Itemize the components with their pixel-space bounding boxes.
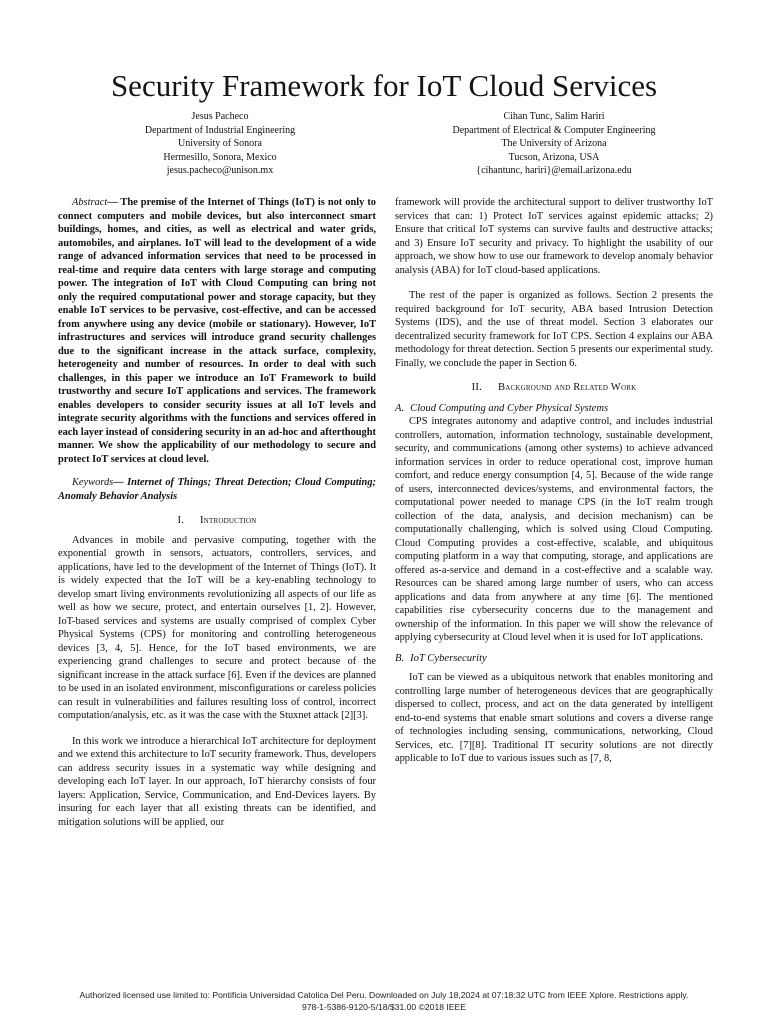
author-block-1 [60,110,380,178]
author-email: jesus.pacheco@unison.mx [166,165,274,177]
author-department: Department of Electrical & Computer Engineering [452,124,656,136]
intro-paragraph-1: Advances in mobile and pervasive computing, together with the exponential growth in sensors, actuators, controllers, services, and applications, have led to the development of the Internet of Things (IoT). It is widely expected that the IoT will be a key-enabling technology to develop smart living environments revolutionizing all aspects of our life as well as how we secure, protect, and entertain ourselves [1, 2]. However, IoT-based services and systems are usually comprised of complex Cyber Physical Systems (CPS) for monitoring and controlling heterogeneous devices [3, 4, 5]. Hence, for the IoT based environments, we are experiencing grand challenges to secure and protect because of the significant increase in the attack surface [6]. Even if the devices are planned to be used in an isolated environment, misconfigurations or careless policies can result in vulnerabilities and failures resulting loss of control, incorrect computation/analysis, etc. as it was the case with the Stuxnet attack [2][3]. [58,534,376,721]
author-name: Cihan Tunc, Salim Hariri [503,111,605,122]
right-column [395,196,713,766]
author-name: Jesus Pacheco [191,111,249,122]
author-department: Department of Industrial Engineering [144,124,296,136]
author-location: Hermesillo, Sonora, Mexico [163,151,277,163]
subsection-number: B. [395,652,405,664]
keywords-text: — Internet of Things; Threat Detection; Cloud Computing; Anomaly Behavior Analysis [58,477,376,502]
intro-paragraph-2-continued: framework will provide the architectural support to deliver trustworthy IoT services that can: 1) Protect IoT services against epidemic attacks; 2) Ensure that critical IoT systems can survive faults and destructive attacks; and 3) Ensure IoT security and privacy. To highlight the usability of our approach, we show how to use our framework to develop anomaly behavior analysis (ABA) for IoT cloud-based applications. [395,197,713,276]
intro-paragraph-2: In this work we introduce a hierarchical IoT architecture for deployment and we extend this architecture to IoT security framework. Thus, developers can address security issues in a systematic way while designing and developing each IoT layer. In our approach, IoT hierarchy consists of four layers: Application, Service, Communication, and End-Devices layers. By insuring for each layer that all existing threats can be identified, and mitigation solutions will be applied, our [58,735,376,828]
left-column [58,196,376,829]
cps-paragraph: CPS integrates autonomy and adaptive control, and includes industrial controllers, automation, information technology, sustainable development, security, and communications (among other systems) to achieve advanced information services in order to reduce operational cost, improve human comfort, and reduce energy consumption [4, 5]. Because of the wide range of users, interconnected devices/systems, and environmental factors, the computational power needed to manage CPS (in the IoT realm trough collection of the data, analysis, and decision mechanism) can be computationally challenging, which is solved using Cloud Computing. Cloud Computing provides a cost-effective, scalable, and ubiquitous computing platform in a way that computing, storage, and applications are offered as-a-service and demand in a cost-effective and a scalable way. Resources can be shared among large number of users, who can access applications and data from anywhere at any time [6]. The mentioned capabilities rise cybersecurity concerns due to the management and ownership of the information. In this paper we will show the relevance of applying cybersecurity at Cloud level when it is used for IoT applications. [395,416,713,643]
paper-title: Security Framework for IoT Cloud Services [110,68,658,103]
subsection-heading-cloud-cps [395,402,713,416]
section-number: I. [177,515,185,526]
intro-paragraph-3: The rest of the paper is organized as follows. Section 2 presents the required background for IoT security, ABA based Intrusion Detection Systems (IDS), and the use of threat model. Section 3 elaborates our decentralized security framework for IoT CPS. Section 4 explains our ABA methodology for threat detection. Section 5 presents our experimental study. Finally, we conclude the paper in Section 6. [395,290,713,369]
subsection-heading-iot-cybersecurity [395,652,713,666]
copyright-footer: 978-1-5386-9120-5/18/$31.00 ©2018 IEEE [301,1002,466,1012]
keywords [58,476,376,503]
author-location: Tucson, Arizona, USA [508,151,600,163]
subsection-title: IoT Cybersecurity [410,652,487,664]
abstract [58,196,376,466]
abstract-text: — The premise of the Internet of Things (IoT) is not only to connect computers and mobile devices, but also interconnect smart buildings, homes, and cities, as well as electrical and water grids, automobiles, and airplanes. IoT will lead to the development of a wide range of advanced information services that need to be processed in real-time and require data centers with large storage and computing power. The integration of IoT with Cloud Computing can bring not only the required computational power and storage capacity, but they enable IoT services to be pervasive, cost-effective, and can be accessed from anywhere using any device (mobile or stationary). However, IoT infrastructures and services will introduce grand security challenges due to the significant increase in the attack surface, complexity, heterogeneity and number of resources. In order to deal with such challenges, in this paper we introduce an IoT Framework to build trustworthy and secure IoT applications and services. The framework enables developers to consider security issues at all IoT levels and integrate security algorithms with the functions and services offered in each layer instead of considering security in an ad-hoc and afterthought manner. We show the applicability of our methodology to secure and protect IoT services at cloud level. [58,197,376,465]
abstract-label: Abstract [72,197,108,208]
subsection-number: A. [395,402,405,414]
section-title: Background and Related Work [497,382,637,393]
section-heading-introduction [58,514,376,528]
author-university: The University of Arizona [501,138,607,150]
author-university: University of Sonora [178,138,262,150]
author-email: {cihantunc, hariri}@email.arizona.edu [476,165,632,177]
subsection-title: Cloud Computing and Cyber Physical Systems [410,402,609,414]
keywords-label: Keywords [72,477,114,488]
section-title: Introduction [200,515,257,526]
section-number: II. [471,382,482,393]
license-footer: Authorized licensed use limited to: Pontificia Universidad Catolica Del Peru. Downloaded on July 18,2024 at 07:18:32 UTC from IEEE Xplore. Restrictions apply. [79,990,689,1000]
iot-cybersecurity-paragraph: IoT can be viewed as a ubiquitous network that enables monitoring and controlling large number of heterogeneous devices that are geographically dispersed to collect, process, and act on the data generated by intelligent end-to-end systems that enable smart solutions and covers a diverse range of technologies including sensing, communications, networking, Cloud Services, etc. [7][8]. Traditional IT security solutions are not directly applicable to IoT due to various issues such as [7, 8, [395,672,713,764]
author-block-2 [394,110,714,178]
section-heading-background [395,381,713,395]
